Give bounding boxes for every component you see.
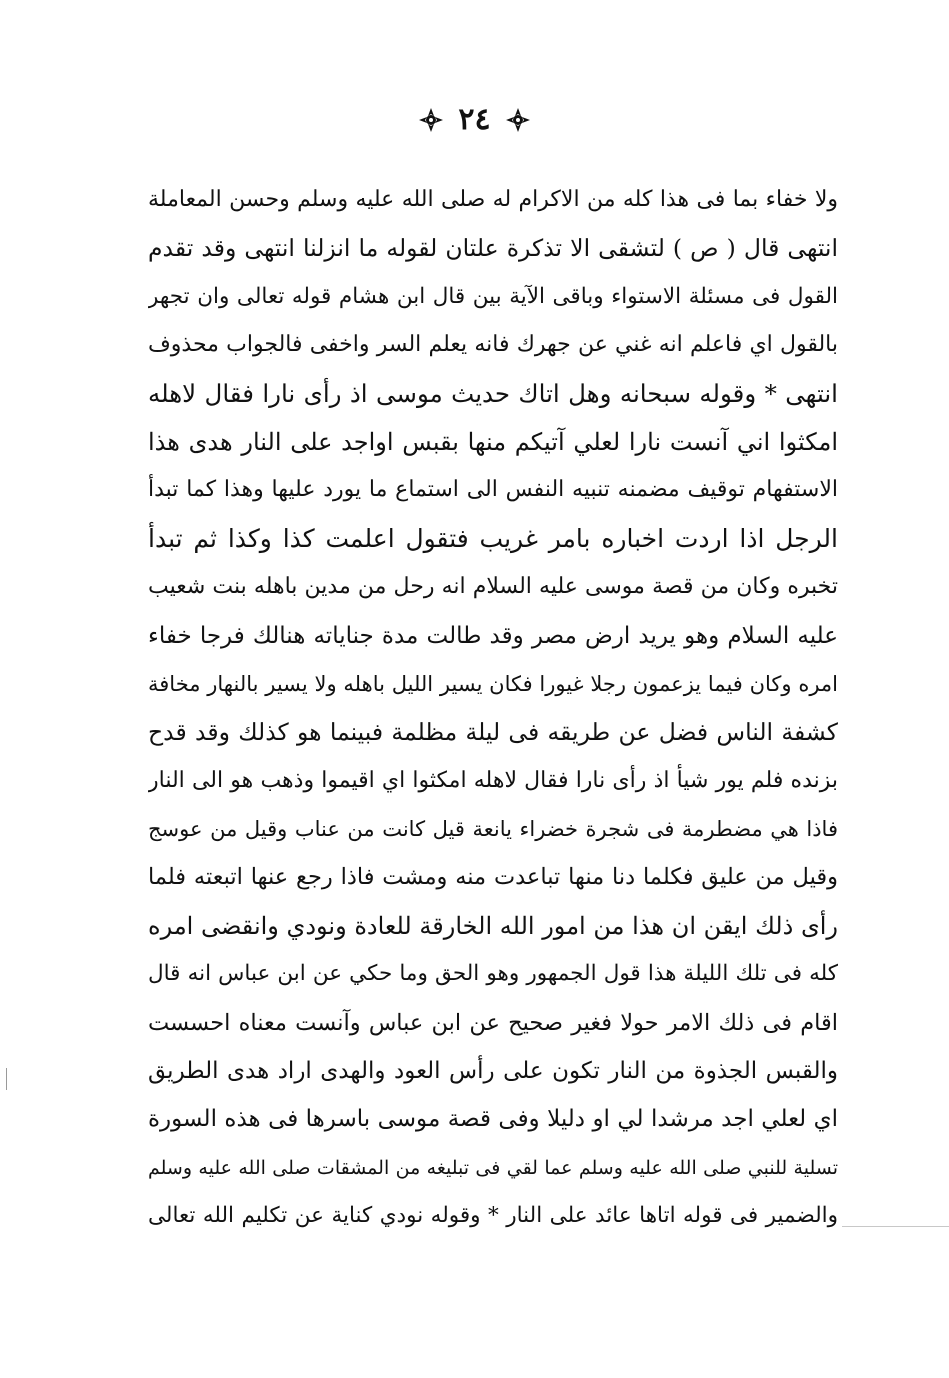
- text-line: امكثوا اني آنست نارا لعلي آتيكم منها بقبس اواجد على النار هدى هذا: [148, 427, 838, 456]
- text-line: تسلية للنبي صلى الله عليه وسلم عما لقي فى تبليغه من المشقات صلى الله عليه وسلم: [148, 1156, 838, 1179]
- text-line: الاستفهام توقيف مضمنه تنبيه النفس الى استماع ما يورد عليها وهذا كما تبدأ: [148, 477, 838, 503]
- text-line: والقبس الجذوة من النار تكون على رأس العود والهدى اراد هدى الطريق: [148, 1058, 838, 1085]
- text-line: تخبره وكان من قصة موسى عليه السلام انه رحل من مدين باهله بنت شعيب: [148, 574, 838, 600]
- floral-ornament-icon: [505, 107, 531, 133]
- text-line: انتهى * وقوله سبحانه وهل اتاك حديث موسى اذ رأى نارا فقال لاهله: [148, 378, 838, 408]
- text-line: انتهى قال ( ص ) لتشقى الا تذكرة علتان لقوله ما انزلنا انتهى وقد تقدم: [148, 234, 838, 263]
- text-line: كله فى تلك الليلة هذا قول الجمهور وهو الحق وما حكي عن ابن عباس انه قال: [148, 961, 838, 987]
- text-line: القول فى مسئلة الاستواء وباقى الآية بين قال ابن هشام قوله تعالى وان تجهر: [148, 283, 838, 309]
- body-text: [148, 176, 838, 1241]
- text-line: عليه السلام وهو يريد ارض مصر وقد طالت مدة جناياته هنالك فرجا خفاء: [148, 622, 838, 649]
- floral-ornament-icon: [418, 107, 444, 133]
- text-line: امره وكان فيما يزعمون رجلا غيورا فكان يسير الليل باهله ولا يسير بالنهار مخافة: [148, 671, 838, 696]
- text-line: والضمير فى قوله اتاها عائد على النار * وقوله نودي كناية عن تكليم الله تعالى: [148, 1203, 838, 1229]
- text-line: بزنده فلم يور شيأ اذ رأى نارا فقال لاهله امكثوا اي اقيموا وذهب هو الى النار: [148, 767, 838, 793]
- page-number: ٢٤: [458, 102, 491, 137]
- text-line: رأى ذلك ايقن ان هذا من امور الله الخارقة للعادة ونودي وانقضى امره: [148, 911, 838, 940]
- text-line: الرجل اذا اردت اخباره بامر غريب فتقول اعلمت كذا وكذا ثم تبدأ: [148, 523, 838, 553]
- scan-edge-rule: [842, 1226, 949, 1227]
- text-line: ولا خفاء بما فى هذا كله من الاكرام له صلى الله عليه وسلم وحسن المعاملة: [148, 187, 838, 212]
- scan-edge-mark: [6, 1068, 7, 1090]
- text-line: اي لعلي اجد مرشدا لي او دليلا وفى قصة موسى باسرها فى هذه السورة: [148, 1106, 838, 1133]
- page-header: [0, 92, 949, 148]
- text-line: بالقول اي فاعلم انه غني عن جهرك فانه يعلم السر واخفى فالجواب محذوف: [148, 332, 838, 358]
- text-line: وقيل من عليق فكلما دنا منها تباعدت منه ومشت فاذا رجع عنها اتبعته فلما: [148, 864, 838, 891]
- text-line: فاذا هي مضطرمة فى شجرة خضراء يانعة قيل كانت من عناب وقيل من عوسج: [148, 817, 838, 842]
- text-line: اقام فى ذلك الامر حولا فغير صحيح عن ابن عباس وآنست معناه احسست: [148, 1009, 838, 1036]
- text-line: كشفة الناس فضل عن طريقه فى ليلة مظلمة فبينما هو كذلك وقد قدح: [148, 718, 838, 747]
